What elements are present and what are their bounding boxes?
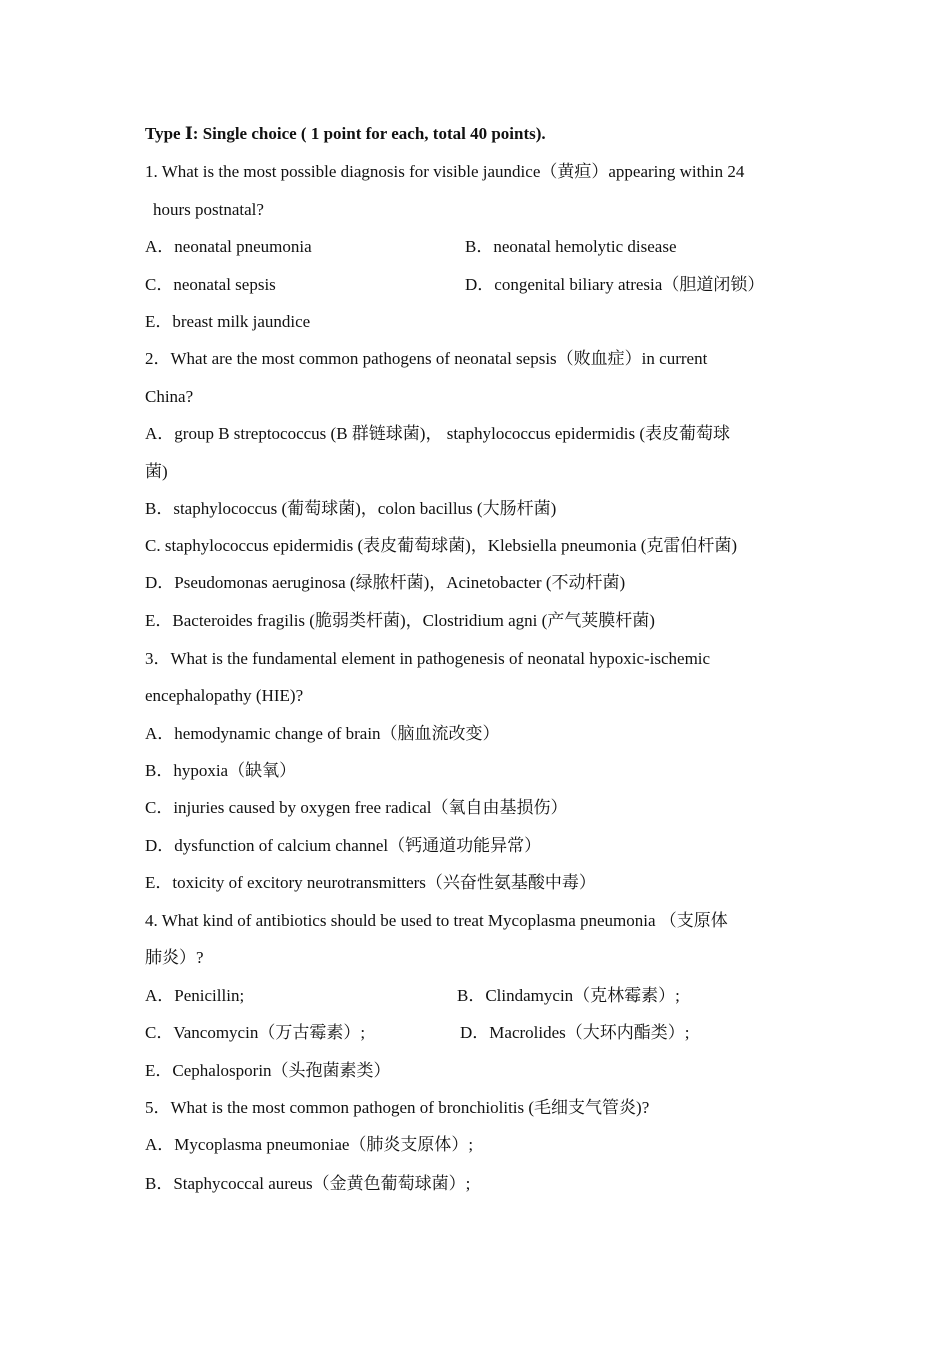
question-4-option-d: D．Macrolides（大环内酯类）; [460,1023,690,1042]
question-4-option-c: C．Vancomycin（万古霉素）; [145,1023,366,1042]
question-2-stem-line1: 2．What are the most common pathogens of neonatal sepsis（败血症）in current [145,349,708,368]
question-4-stem-line2: 肺炎）? [145,948,204,967]
question-3-stem-line1: 3．What is the fundamental element in pathogenesis of neonatal hypoxic-ischemic [145,649,711,668]
question-2-option-a-line2: 菌) [145,462,168,481]
question-3-option-c: C．injuries caused by oxygen free radical（氧自由基损伤） [145,798,568,817]
question-1-option-d: D．congenital biliary atresia（胆道闭锁） [465,275,765,294]
question-3-option-b: B．hypoxia（缺氧） [145,761,297,780]
question-1-option-b: B．neonatal hemolytic disease [465,237,677,256]
question-1-stem-line1: 1. What is the most possible diagnosis for visible jaundice（黄疸）appearing within 24 [145,162,745,181]
question-1-option-a: A．neonatal pneumonia [145,237,312,256]
question-2-option-d: D．Pseudomonas aeruginosa (绿脓杆菌)，Acinetobacter (不动杆菌) [145,573,626,592]
question-2-option-a-line1: A．group B streptococcus (B 群链球菌)， staphylococcus epidermidis (表皮葡萄球 [145,424,730,443]
question-4-option-a: A．Penicillin; [145,986,245,1005]
question-4-option-b: B．Clindamycin（克林霉素）; [457,986,680,1005]
question-1-stem-line2: hours postnatal? [153,200,264,219]
question-5-option-b: B．Staphycoccal aureus（金黄色葡萄球菌）; [145,1174,471,1193]
question-3-option-a: A．hemodynamic change of brain（脑血流改变） [145,724,500,743]
question-1-option-c: C．neonatal sepsis [145,275,276,294]
question-4-stem-line1: 4. What kind of antibiotics should be used to treat Mycoplasma pneumonia （支原体 [145,911,728,930]
question-4-option-e: E．Cephalosporin（头孢菌素类） [145,1061,391,1080]
question-5-stem-line1: 5．What is the most common pathogen of bronchiolitis (毛细支气管炎)? [145,1098,650,1117]
question-1-option-e: E．breast milk jaundice [145,312,311,331]
question-3-option-d: D．dysfunction of calcium channel（钙通道功能异常） [145,836,542,855]
question-2-option-e: E．Bacteroides fragilis (脆弱类杆菌)，Clostridium agni (产气荚膜杆菌) [145,611,655,630]
section-title: Type Ⅰ: Single choice ( 1 point for each, total 40 points). [145,124,546,143]
question-3-option-e: E．toxicity of excitory neurotransmitters（兴奋性氨基酸中毒） [145,873,596,892]
question-2-option-c: C. staphylococcus epidermidis (表皮葡萄球菌)，Klebsiella pneumonia (克雷伯杆菌) [145,536,738,555]
question-3-stem-line2: encephalopathy (HIE)? [145,686,304,705]
question-2-option-b: B．staphylococcus (葡萄球菌)，colon bacillus (大肠杆菌) [145,499,557,518]
question-5-option-a: A．Mycoplasma pneumoniae（肺炎支原体）; [145,1135,474,1154]
question-2-stem-line2: China? [145,387,194,406]
